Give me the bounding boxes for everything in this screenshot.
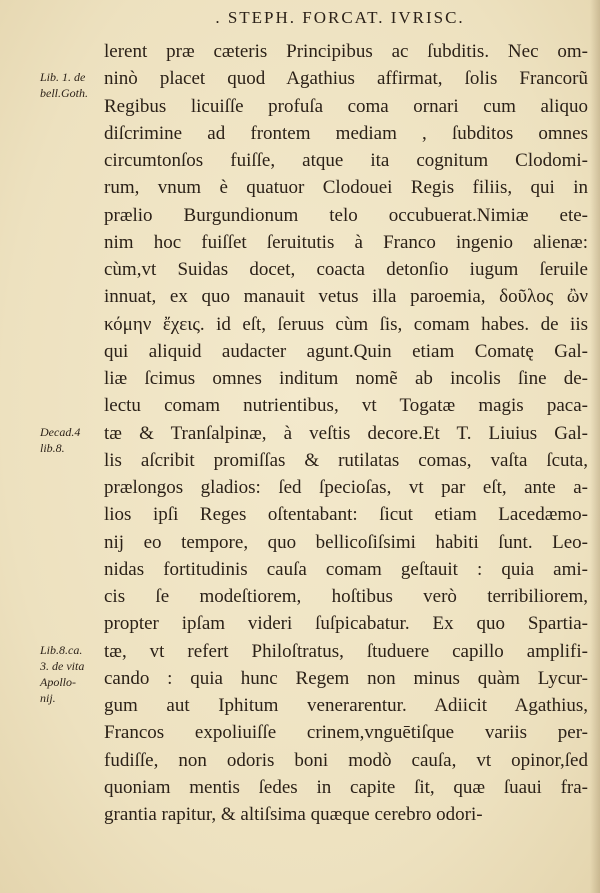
text-line: nij eo tempore, quo bellicoſiſsimi habiti ſunt. Leo- [104, 531, 588, 553]
margin-note-row: Decad.4 [40, 424, 81, 439]
text-line: qui aliquid audacter agunt.Quin etiam Comatę Gal- [104, 340, 588, 362]
text-line: Francos expoliuiſſe crinem,vnguētiſque variis per- [104, 722, 588, 744]
page-edge-shadow [590, 0, 600, 893]
text-line: lis aſcribit promiſſas & rutilatas comas, vaſta ſcuta, [104, 449, 588, 471]
margin-note-row: nij. [40, 690, 56, 705]
text-line: nidas fortitudinis cauſa comam geſtauit : quia ami- [104, 558, 588, 580]
margin-note-row: bell.Goth. [40, 86, 88, 101]
text-line: tæ & Tranſalpinæ, à veſtis decore.Et T. Liuius Gal- [104, 422, 588, 444]
text-line: Regibus licuiſſe profuſa coma ornari cum aliquo [104, 95, 588, 117]
text-line: liæ ſcimus omnes inditum nomẽ ab incolis ſine de- [104, 368, 588, 389]
text-line: lerent præ cæteris Principibus ac ſubditis. Nec om- [104, 41, 588, 62]
text-line: gum aut Iphitum venerarentur. Adiicit Agathius, [104, 695, 588, 716]
text-line: fudiſſe, non odoris boni modò cauſa, vt opinor,ſed [104, 749, 588, 771]
text-line: prælongos gladios: ſed ſpecioſas, vt par eſt, ante a- [104, 477, 588, 498]
text-line: quoniam mentis ſedes in capite ſit, quæ ſuaui fra- [104, 776, 588, 798]
margin-note-row: 3. de vita [40, 658, 85, 673]
text-line: nim hoc fuiſſet ſeruitutis à Franco ingenio alienæ: [104, 231, 588, 253]
margin-note-row: Lib. 1. de [40, 70, 86, 85]
text-line: diſcrimine ad frontem mediam , ſubditos omnes [104, 122, 588, 144]
running-head: . STEPH. FORCAT. IVRISC. [215, 8, 465, 27]
text-line: tæ, vt refert Philoſtratus, ſtuduere capillo amplifi- [104, 640, 588, 662]
margin-note [40, 424, 100, 456]
text-line: innuat, ex quo manauit vetus illa paroemia, δοῦλος ὢν [104, 286, 588, 308]
text-line: grantia rapitur, & altiſsima quæque cerebro odori- [104, 804, 483, 825]
margin-note [40, 642, 100, 706]
text-line: κόμην ἔχεις. id eſt, ſeruus cùm ſis, comam habes. de iis [104, 313, 588, 335]
text-line: cùm,vt Suidas docet, coacta detonſio iugum ſeruile [104, 259, 588, 280]
margin-note [40, 69, 100, 101]
text-line: propter ipſam videri ſuſpicabatur. Ex quo Spartia- [104, 613, 588, 635]
text-line: circumtonſos fuiſſe, atque ita cognitum Clodomi- [104, 150, 588, 171]
text-line: cando : quia hunc Regem non minus quàm Lycur- [104, 667, 588, 689]
text-line: lectu comam nutrientibus, vt Togatæ magis paca- [104, 395, 588, 417]
text-line: rum, vnum è quatuor Clodouei Regis filiis, qui in [104, 177, 588, 199]
margin-note-row: Lib.8.ca. [40, 642, 83, 657]
margin-note-row: Apollo- [40, 674, 76, 689]
text-line: lios ipſi Reges oſtentabant: ſicut etiam Lacedæmo- [104, 504, 588, 526]
text-line: ninò placet quod Agathius affirmat, ſolis Francorũ [104, 68, 588, 90]
text-line: cis ſe modeſtiorem, hoſtibus verò terribiliorem, [104, 586, 588, 607]
text-line: prælio Burgundionum telo occubuerat.Nimiæ ete- [104, 204, 588, 226]
margin-note-row: lib.8. [40, 440, 65, 455]
body-text [104, 38, 588, 828]
